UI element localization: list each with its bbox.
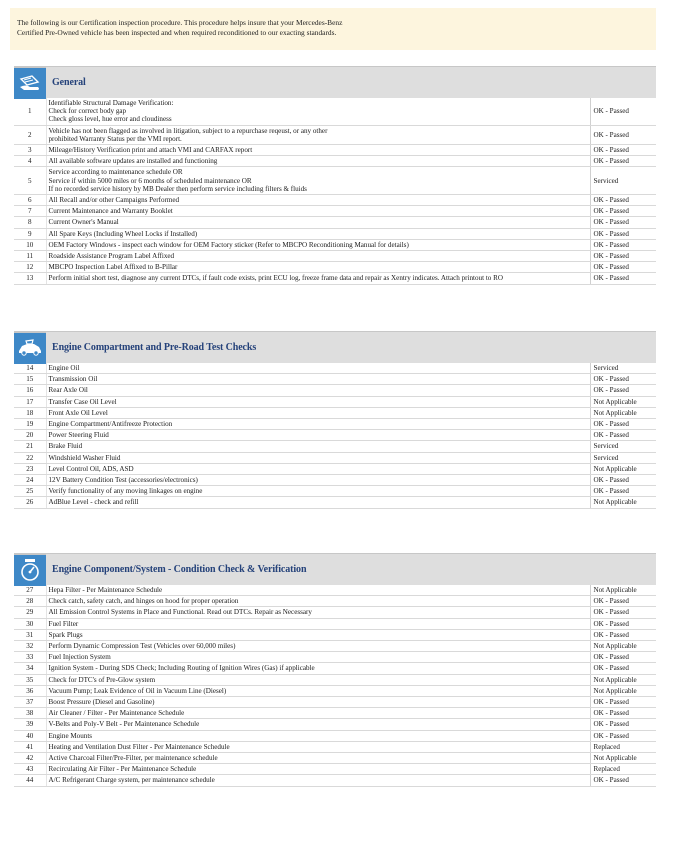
description-line: Power Steering Fluid xyxy=(48,431,109,440)
inspection-table-engine-components xyxy=(14,585,656,787)
item-description xyxy=(46,217,590,228)
description-line: Engine Oil xyxy=(48,364,80,372)
description-line: MBCPO Inspection Label Affixed to B-Pillar xyxy=(48,263,178,272)
item-number: 1 xyxy=(14,98,46,125)
table-row xyxy=(14,607,656,618)
table-row xyxy=(14,156,656,167)
table-row xyxy=(14,585,656,596)
table-row xyxy=(14,475,656,486)
description-line: A/C Refrigerant Charge system, per maintenance schedule xyxy=(48,776,215,785)
table-row xyxy=(14,167,656,195)
item-status: OK - Passed xyxy=(590,262,656,273)
table-row xyxy=(14,685,656,696)
item-description xyxy=(46,730,590,741)
section-engine-components xyxy=(14,553,656,787)
item-number: 22 xyxy=(14,452,46,463)
item-status: Not Applicable xyxy=(590,674,656,685)
item-number: 18 xyxy=(14,407,46,418)
table-row xyxy=(14,463,656,474)
item-number: 15 xyxy=(14,374,46,385)
item-status: OK - Passed xyxy=(590,730,656,741)
table-row xyxy=(14,430,656,441)
item-description xyxy=(46,167,590,195)
item-description xyxy=(46,156,590,167)
item-number: 35 xyxy=(14,674,46,685)
description-line: Vacuum Pump; Leak Evidence of Oil in Vacuum Line (Diesel) xyxy=(48,686,227,695)
table-row xyxy=(14,273,656,284)
description-line: Active Charcoal Filter/Pre-Filter, per maintenance schedule xyxy=(48,754,218,763)
table-row xyxy=(14,719,656,730)
item-status: OK - Passed xyxy=(590,596,656,607)
item-description xyxy=(46,497,590,508)
table-row xyxy=(14,396,656,407)
item-number: 5 xyxy=(14,167,46,195)
item-status: Replaced xyxy=(590,764,656,775)
description-line: Engine Mounts xyxy=(48,731,93,740)
item-status: Serviced xyxy=(590,167,656,195)
item-number: 13 xyxy=(14,273,46,284)
table-row xyxy=(14,452,656,463)
item-status: Replaced xyxy=(590,741,656,752)
item-number: 36 xyxy=(14,685,46,696)
item-description xyxy=(46,452,590,463)
description-line: Hepa Filter - Per Maintenance Schedule xyxy=(48,586,163,594)
item-description xyxy=(46,697,590,708)
item-number: 42 xyxy=(14,753,46,764)
table-row xyxy=(14,239,656,250)
item-number: 8 xyxy=(14,217,46,228)
table-row xyxy=(14,407,656,418)
item-number: 17 xyxy=(14,396,46,407)
table-row xyxy=(14,363,656,374)
table-row xyxy=(14,697,656,708)
inspection-table-engine-compartment xyxy=(14,363,656,509)
item-status: Not Applicable xyxy=(590,463,656,474)
description-line: AdBlue Level - check and refill xyxy=(48,498,139,507)
item-number: 41 xyxy=(14,741,46,752)
item-number: 29 xyxy=(14,607,46,618)
section-title: Engine Compartment and Pre-Road Test Checks xyxy=(52,342,257,353)
inspection-table-general xyxy=(14,98,656,285)
item-status: OK - Passed xyxy=(590,697,656,708)
description-line: Transmission Oil xyxy=(48,375,98,384)
item-number: 10 xyxy=(14,239,46,250)
description-line: V-Belts and Poly-V Belt - Per Maintenance Schedule xyxy=(48,720,200,729)
item-number: 4 xyxy=(14,156,46,167)
checklist-hand-icon xyxy=(14,67,46,99)
description-line: Service if within 5000 miles or 6 months of scheduled maintenance OR xyxy=(48,176,252,185)
description-line: Identifiable Structural Damage Verification: xyxy=(48,99,174,107)
item-status: OK - Passed xyxy=(590,206,656,217)
item-status: OK - Passed xyxy=(590,708,656,719)
description-line: Current Owner's Manual xyxy=(48,218,119,227)
description-line: 12V Battery Condition Test (accessories/electronics) xyxy=(48,476,198,485)
item-status: OK - Passed xyxy=(590,145,656,156)
item-number: 24 xyxy=(14,475,46,486)
item-number: 28 xyxy=(14,596,46,607)
item-number: 31 xyxy=(14,629,46,640)
item-status: OK - Passed xyxy=(590,273,656,284)
item-status: OK - Passed xyxy=(590,251,656,262)
item-status: OK - Passed xyxy=(590,719,656,730)
table-row xyxy=(14,195,656,206)
item-number: 6 xyxy=(14,195,46,206)
item-description xyxy=(46,239,590,250)
description-line: Windshield Washer Fluid xyxy=(48,453,121,462)
item-status: Serviced xyxy=(590,441,656,452)
table-row xyxy=(14,228,656,239)
item-status: OK - Passed xyxy=(590,475,656,486)
description-line: Mileage/History Verification print and attach VMI and CARFAX report xyxy=(48,146,253,155)
item-description xyxy=(46,262,590,273)
item-description xyxy=(46,719,590,730)
table-row xyxy=(14,730,656,741)
item-description xyxy=(46,374,590,385)
table-row xyxy=(14,374,656,385)
item-status: OK - Passed xyxy=(590,385,656,396)
car-hood-icon xyxy=(14,332,46,364)
item-number: 30 xyxy=(14,618,46,629)
item-status: OK - Passed xyxy=(590,195,656,206)
item-number: 7 xyxy=(14,206,46,217)
item-description xyxy=(46,396,590,407)
table-row xyxy=(14,217,656,228)
description-line: Check for correct body gap xyxy=(48,107,127,116)
table-row xyxy=(14,753,656,764)
item-number: 40 xyxy=(14,730,46,741)
item-status: OK - Passed xyxy=(590,486,656,497)
table-row xyxy=(14,385,656,396)
table-row xyxy=(14,98,656,125)
table-row xyxy=(14,618,656,629)
section-header xyxy=(14,66,656,98)
item-description xyxy=(46,652,590,663)
description-line: Roadside Assistance Program Label Affixed xyxy=(48,252,175,261)
item-description xyxy=(46,251,590,262)
description-line: Perform Dynamic Compression Test (Vehicles over 60,000 miles) xyxy=(48,642,236,651)
item-description xyxy=(46,674,590,685)
item-description xyxy=(46,475,590,486)
description-line: Air Cleaner / Filter - Per Maintenance Schedule xyxy=(48,709,185,718)
item-number: 12 xyxy=(14,262,46,273)
table-row xyxy=(14,596,656,607)
description-line: Front Axle Oil Level xyxy=(48,408,108,417)
description-line: All Recall and/or other Campaigns Performed xyxy=(48,196,180,205)
table-row xyxy=(14,641,656,652)
item-description xyxy=(46,145,590,156)
description-line: OEM Factory Windows - inspect each window for OEM Factory sticker (Refer to MBCPO Reconditioning Manual for details) xyxy=(48,240,409,249)
item-description xyxy=(46,463,590,474)
item-description xyxy=(46,629,590,640)
description-line: Recirculating Air Filter - Per Maintenance Schedule xyxy=(48,765,197,774)
item-number: 26 xyxy=(14,497,46,508)
table-row xyxy=(14,674,656,685)
item-status: OK - Passed xyxy=(590,663,656,674)
item-number: 9 xyxy=(14,228,46,239)
section-title: General xyxy=(52,77,86,88)
item-description xyxy=(46,430,590,441)
description-line: All Spare Keys (Including Wheel Locks if Installed) xyxy=(48,229,198,238)
item-description xyxy=(46,753,590,764)
description-line: Rear Axle Oil xyxy=(48,386,88,395)
table-row xyxy=(14,206,656,217)
item-status: OK - Passed xyxy=(590,652,656,663)
table-row xyxy=(14,741,656,752)
table-row xyxy=(14,441,656,452)
item-description xyxy=(46,764,590,775)
item-status: Not Applicable xyxy=(590,753,656,764)
description-line: Heating and Ventilation Dust Filter - Per Maintenance Schedule xyxy=(48,742,230,751)
description-line: Brake Fluid xyxy=(48,442,83,451)
item-number: 44 xyxy=(14,775,46,786)
item-number: 39 xyxy=(14,719,46,730)
description-line: Check for DTC's of Pre-Glow system xyxy=(48,675,156,684)
item-description xyxy=(46,419,590,430)
item-number: 33 xyxy=(14,652,46,663)
item-number: 19 xyxy=(14,419,46,430)
item-number: 27 xyxy=(14,585,46,596)
item-description xyxy=(46,206,590,217)
item-number: 34 xyxy=(14,663,46,674)
item-status: OK - Passed xyxy=(590,239,656,250)
item-description xyxy=(46,685,590,696)
item-status: OK - Passed xyxy=(590,430,656,441)
item-description xyxy=(46,741,590,752)
item-status: OK - Passed xyxy=(590,98,656,125)
item-description xyxy=(46,596,590,607)
description-line: Transfer Case Oil Level xyxy=(48,397,117,406)
description-line: Verify functionality of any moving linkages on engine xyxy=(48,487,203,496)
description-line: Check catch, safety catch, and hinges on hood for proper operation xyxy=(48,597,239,606)
item-status: Serviced xyxy=(590,363,656,374)
description-line: Ignition System - During SDS Check; Including Routing of Ignition Wires (Gas) if applicable xyxy=(48,664,315,673)
description-line: Service according to maintenance schedule OR xyxy=(48,168,183,177)
gauge-icon xyxy=(14,554,46,586)
section-header xyxy=(14,331,656,363)
item-status: OK - Passed xyxy=(590,775,656,786)
table-row xyxy=(14,497,656,508)
item-description xyxy=(46,407,590,418)
item-number: 11 xyxy=(14,251,46,262)
section-general xyxy=(14,66,656,285)
intro-line-2: Certified Pre-Owned vehicle has been inspected and when required reconditioned to our exacting standards. xyxy=(17,27,337,37)
item-status: OK - Passed xyxy=(590,629,656,640)
item-number: 2 xyxy=(14,125,46,144)
item-status: OK - Passed xyxy=(590,618,656,629)
item-number: 23 xyxy=(14,463,46,474)
table-row xyxy=(14,708,656,719)
item-status: OK - Passed xyxy=(590,217,656,228)
description-line: All available software updates are installed and functioning xyxy=(48,157,218,166)
description-line: If no recorded service history by MB Dealer then perform service including filters & fluids xyxy=(48,184,307,193)
item-description xyxy=(46,641,590,652)
description-line: Engine Compartment/Antifreeze Protection xyxy=(48,420,173,429)
item-description xyxy=(46,195,590,206)
item-description xyxy=(46,385,590,396)
section-title: Engine Component/System - Condition Check & Verification xyxy=(52,564,307,575)
item-description xyxy=(46,273,590,284)
item-status: OK - Passed xyxy=(590,607,656,618)
item-status: OK - Passed xyxy=(590,156,656,167)
item-status: Not Applicable xyxy=(590,407,656,418)
item-description xyxy=(46,663,590,674)
table-row xyxy=(14,419,656,430)
item-number: 21 xyxy=(14,441,46,452)
item-status: Not Applicable xyxy=(590,685,656,696)
item-number: 32 xyxy=(14,641,46,652)
description-line: Fuel Injection System xyxy=(48,653,111,662)
description-line: Spark Plugs xyxy=(48,630,83,639)
table-row xyxy=(14,145,656,156)
description-line: prohibited Warranty Status per the VMI report. xyxy=(48,134,182,143)
item-status: OK - Passed xyxy=(590,228,656,239)
description-line: Perform initial short test, diagnose any current DTCs, if fault code exists, print ECU log, freeze frame data and repair as Xentry indicates. Attach printout to RO xyxy=(48,274,503,283)
description-line: Check gloss level, hue error and cloudiness xyxy=(48,115,172,124)
description-line: Boost Pressure (Diesel and Gasoline) xyxy=(48,698,155,707)
item-status: Not Applicable xyxy=(590,497,656,508)
item-number: 25 xyxy=(14,486,46,497)
item-status: Not Applicable xyxy=(590,396,656,407)
description-line: All Emission Control Systems in Place and Functional. Read out DTCs. Repair as Necessary xyxy=(48,608,312,617)
item-status: Not Applicable xyxy=(590,585,656,596)
item-description xyxy=(46,228,590,239)
item-description xyxy=(46,708,590,719)
table-row xyxy=(14,486,656,497)
item-number: 3 xyxy=(14,145,46,156)
item-status: OK - Passed xyxy=(590,419,656,430)
item-number: 37 xyxy=(14,697,46,708)
section-engine-compartment xyxy=(14,331,656,509)
item-status: Not Applicable xyxy=(590,641,656,652)
item-number: 20 xyxy=(14,430,46,441)
table-row xyxy=(14,775,656,786)
section-header xyxy=(14,553,656,585)
item-description xyxy=(46,125,590,144)
item-number: 38 xyxy=(14,708,46,719)
table-row xyxy=(14,663,656,674)
table-row xyxy=(14,125,656,144)
item-status: OK - Passed xyxy=(590,374,656,385)
table-row xyxy=(14,262,656,273)
table-row xyxy=(14,629,656,640)
description-line: Vehicle has not been flagged as involved in litigation, subject to a repurchase reqeust, or any other xyxy=(48,126,328,135)
item-number: 14 xyxy=(14,363,46,374)
intro-notice xyxy=(10,8,656,50)
item-status: OK - Passed xyxy=(590,125,656,144)
item-description xyxy=(46,775,590,786)
item-description xyxy=(46,618,590,629)
item-status: Serviced xyxy=(590,452,656,463)
item-description xyxy=(46,98,590,125)
item-number: 43 xyxy=(14,764,46,775)
intro-line-1: The following is our Certification inspection procedure. This procedure helps insure that your Mercedes-Benz xyxy=(17,18,343,27)
table-row xyxy=(14,251,656,262)
item-description xyxy=(46,585,590,596)
table-row xyxy=(14,764,656,775)
description-line: Fuel Filter xyxy=(48,619,79,628)
item-description xyxy=(46,486,590,497)
item-description xyxy=(46,363,590,374)
description-line: Level Control Oil, ADS, ASD xyxy=(48,464,134,473)
item-description xyxy=(46,441,590,452)
table-row xyxy=(14,652,656,663)
description-line: Current Maintenance and Warranty Booklet xyxy=(48,207,173,216)
item-number: 16 xyxy=(14,385,46,396)
item-description xyxy=(46,607,590,618)
